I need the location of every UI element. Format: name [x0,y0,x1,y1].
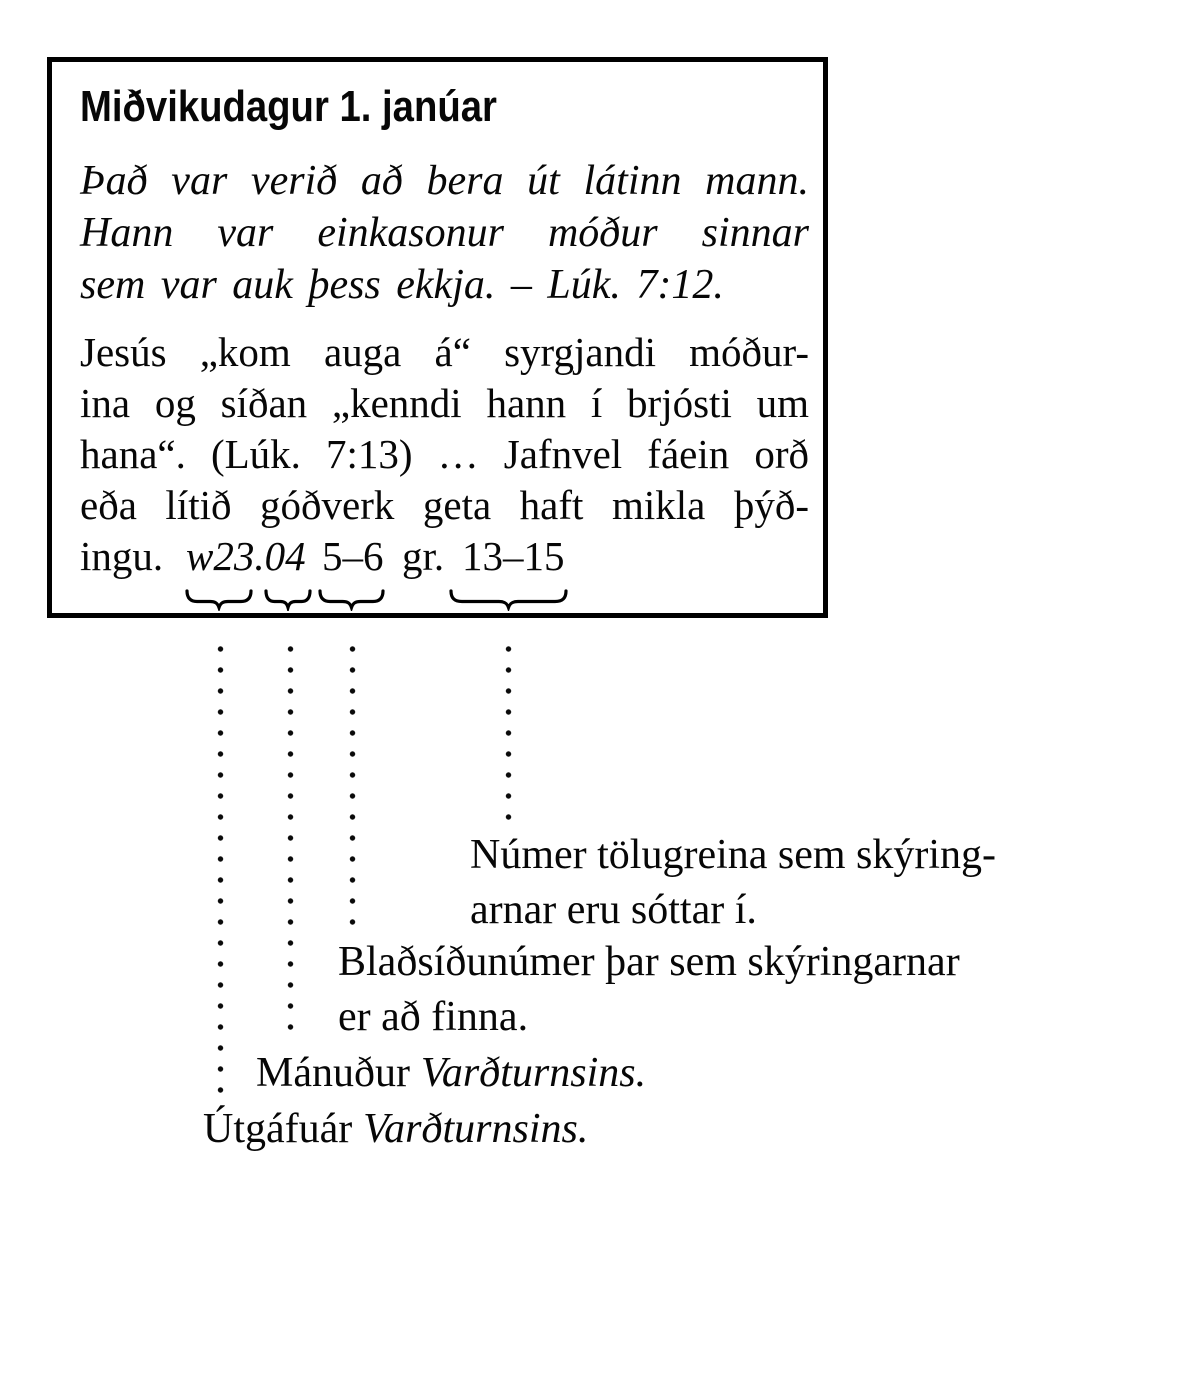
reference-publication-code: w23.04 [186,533,306,579]
publication-name: Varðturnsins. [420,1050,647,1096]
comment-line: Jesús „kom auga á“ syrgjandi móður- [80,329,809,375]
reference-paragraph-numbers: 13–15 [462,533,565,579]
reference-page-numbers: 5–6 [322,533,384,579]
underbrace-paragraphs-icon [449,588,568,611]
scripture-line: sem var auk þess ekkja. – Lúk. 7:12. [80,262,724,308]
annotation-month-label: Mánuður [256,1050,410,1096]
dotted-leader-year [216,645,225,1100]
dotted-leader-month [286,645,295,1035]
annotation-month [256,1046,646,1101]
dotted-leader-paragraphs [504,645,513,825]
annotation-year [203,1102,588,1157]
reference-paragraph-abbrev: gr. [402,533,445,579]
date-heading [80,84,559,130]
scripture-line: Það var verið að bera út látinn mann. [80,158,809,204]
annotation-year-label: Útgáfuár [203,1106,353,1152]
dotted-leader-pages [348,645,357,930]
date-heading-text: Miðvikudagur 1. janúar [80,82,497,131]
comment-line: hana“. (Lúk. 7:13) … Jafnvel fáein orð [80,431,809,477]
comment-line: ina og síðan „kenndi hann í brjósti um [80,380,809,426]
annotation-paragraph-numbers [470,828,996,938]
annotation-line: er að finna. [338,994,529,1040]
underbrace-month-icon [264,588,312,611]
underbrace-year-icon [185,588,253,611]
annotation-line: Blaðsíðunúmer þar sem skýringarnar [338,939,960,985]
annotation-line: Númer tölugreina sem skýring- [470,832,997,878]
daily-text-card [47,57,828,618]
annotation-line: arnar eru sóttar í. [470,887,757,933]
reference-line [80,531,809,582]
comment-line-prefix: ingu. [80,533,164,579]
publication-name: Varðturnsins. [363,1106,589,1152]
underbrace-pages-icon [318,588,385,611]
comment-text [80,327,809,582]
annotation-page-numbers [338,935,960,1045]
comment-line: eða lítið góðverk geta haft mikla þýð- [80,482,809,528]
scripture-text [80,155,809,311]
scripture-line: Hann var einkasonur móður sinnar [80,210,809,256]
